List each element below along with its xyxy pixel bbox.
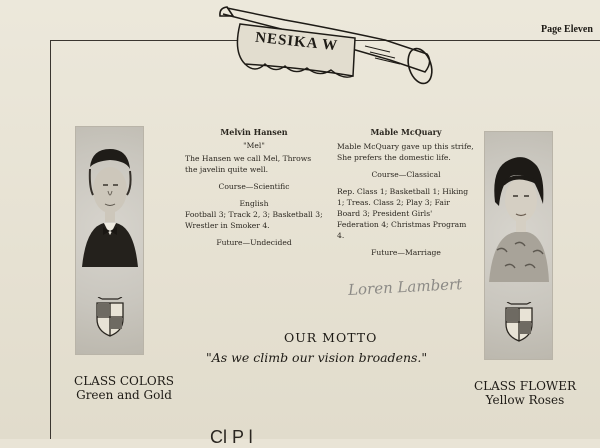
profile-nickname: "Mel": [243, 141, 265, 150]
class-crest-icon: [503, 302, 535, 342]
banner-title: NESIKA W: [254, 29, 339, 55]
portrait-panel-right: [484, 131, 553, 360]
profile-description: Mable McQuary gave up this strife, She prefers the domestic life.: [337, 142, 474, 162]
profile-course: Course—Classical: [371, 170, 441, 179]
profile-future: Future—Undecided: [216, 238, 292, 247]
portrait-photo-melvin: [76, 127, 143, 287]
profile-name: Mable McQuary: [370, 127, 442, 137]
profile-future: Future—Marriage: [371, 248, 441, 257]
class-crest-icon: [94, 297, 126, 337]
profile-activities: Football 3; Track 2, 3; Basketball 3; Wrestler in Smoker 4.: [185, 210, 323, 230]
class-colors-label: CLASS COLORS: [74, 374, 174, 388]
class-flower-caption: [473, 379, 577, 407]
portrait-photo-mable: [485, 132, 552, 292]
profile-activities: Rep. Class 1; Basketball 1; Hiking 1; Treas. Class 2; Play 3; Fair Board 3; President Girls' Federation 4; Christmas Program 4.: [337, 187, 469, 240]
profile-mable-mcquary: [337, 127, 475, 258]
page-number: Page Eleven: [541, 24, 593, 35]
left-rule: [50, 40, 51, 439]
handwritten-signature: Loren Lambert: [347, 275, 463, 299]
class-colors-caption: [72, 374, 176, 402]
profile-melvin-hansen: [185, 127, 323, 248]
profile-name: Melvin Hansen: [220, 127, 288, 137]
profile-description: The Hansen we call Mel, Throws the javelin quite well.: [185, 154, 312, 174]
class-flower-value: Yellow Roses: [485, 393, 565, 407]
profile-subject: English: [239, 199, 269, 208]
portrait-panel-left: [75, 126, 144, 355]
cut-off-heading: Cl P l: [210, 427, 253, 447]
motto-title: OUR MOTTO: [284, 330, 378, 345]
profile-course: Course—Scientific: [218, 182, 290, 191]
class-colors-value: Green and Gold: [76, 388, 172, 402]
motto-text: "As we climb our vision broadens.": [206, 350, 428, 365]
class-flower-label: CLASS FLOWER: [473, 379, 577, 393]
